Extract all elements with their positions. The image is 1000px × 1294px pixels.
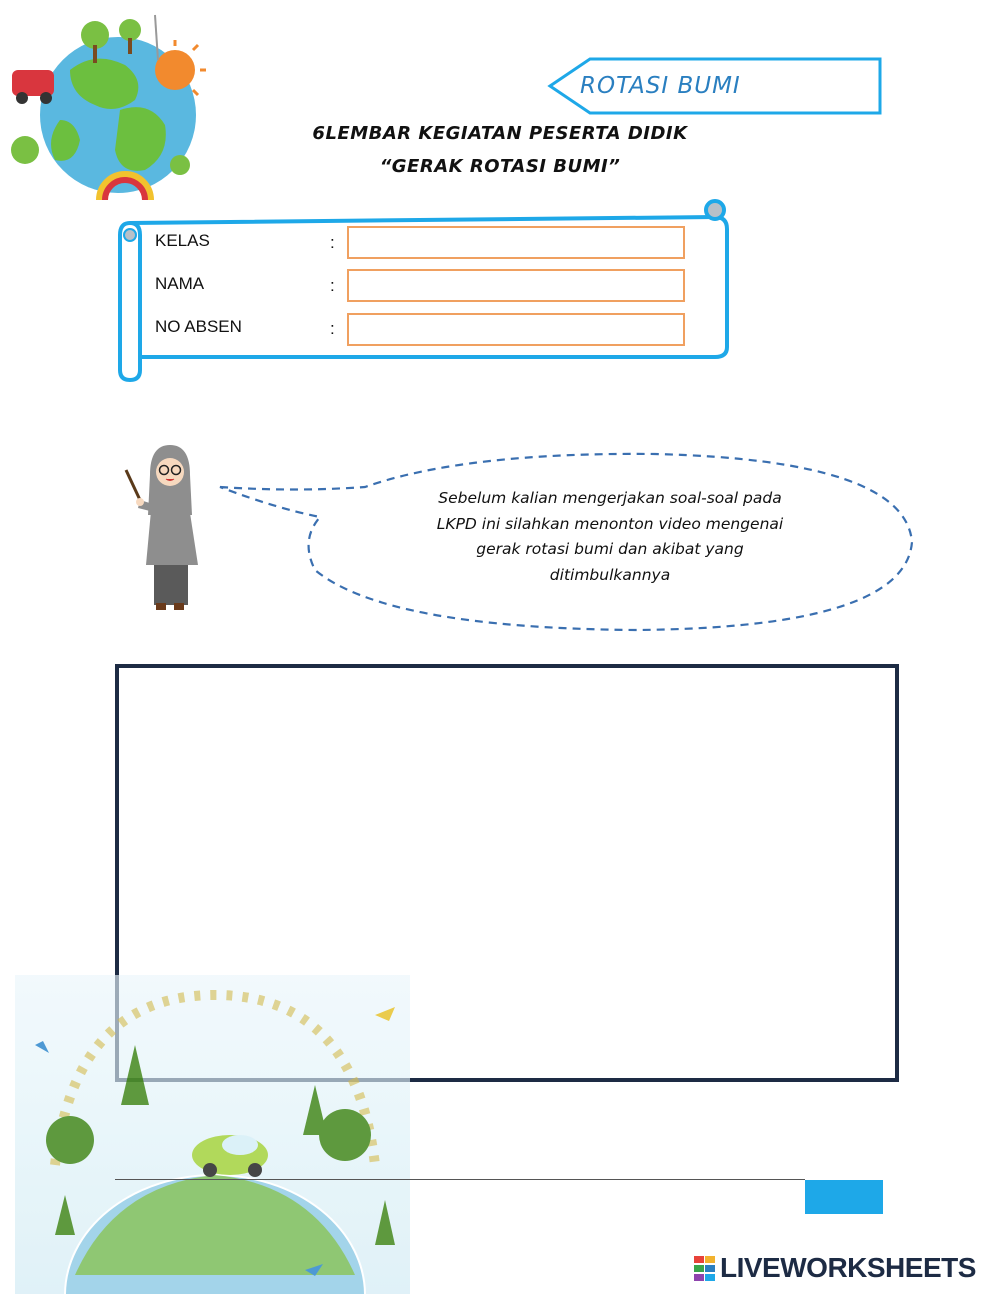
form-label-kelas: KELAS [155,231,210,250]
speech-text: Sebelum kalian mengerjakan soal-soal pada LKPD ini silahkan menonton video mengenai gerak rotasi bumi dan akibat yang ditimbulkannya [436,489,784,584]
form-separator: : [330,233,335,252]
page-number-block [805,1180,883,1214]
no-absen-input[interactable] [347,313,685,346]
earth-nature-illustration [15,975,410,1294]
nama-input[interactable] [347,269,685,302]
form-label-nama: NAMA [155,274,205,293]
teacher-illustration [118,440,218,620]
footer-divider [115,1179,805,1180]
page-title: 6LEMBAR KEGIATAN PESERTA DIDIK [312,123,688,144]
form-label-no-absen: NO ABSEN [155,317,242,336]
liveworksheets-logo-icon [694,1256,716,1282]
kelas-input[interactable] [347,226,685,259]
brand-name: LIVEWORKSHEETS [720,1252,976,1283]
form-separator: : [330,276,335,295]
form-separator: : [330,319,335,338]
topic-label: ROTASI BUMI [580,73,741,99]
earth-illustration [0,0,240,220]
page-subtitle: “GERAK ROTASI BUMI” [379,156,621,177]
